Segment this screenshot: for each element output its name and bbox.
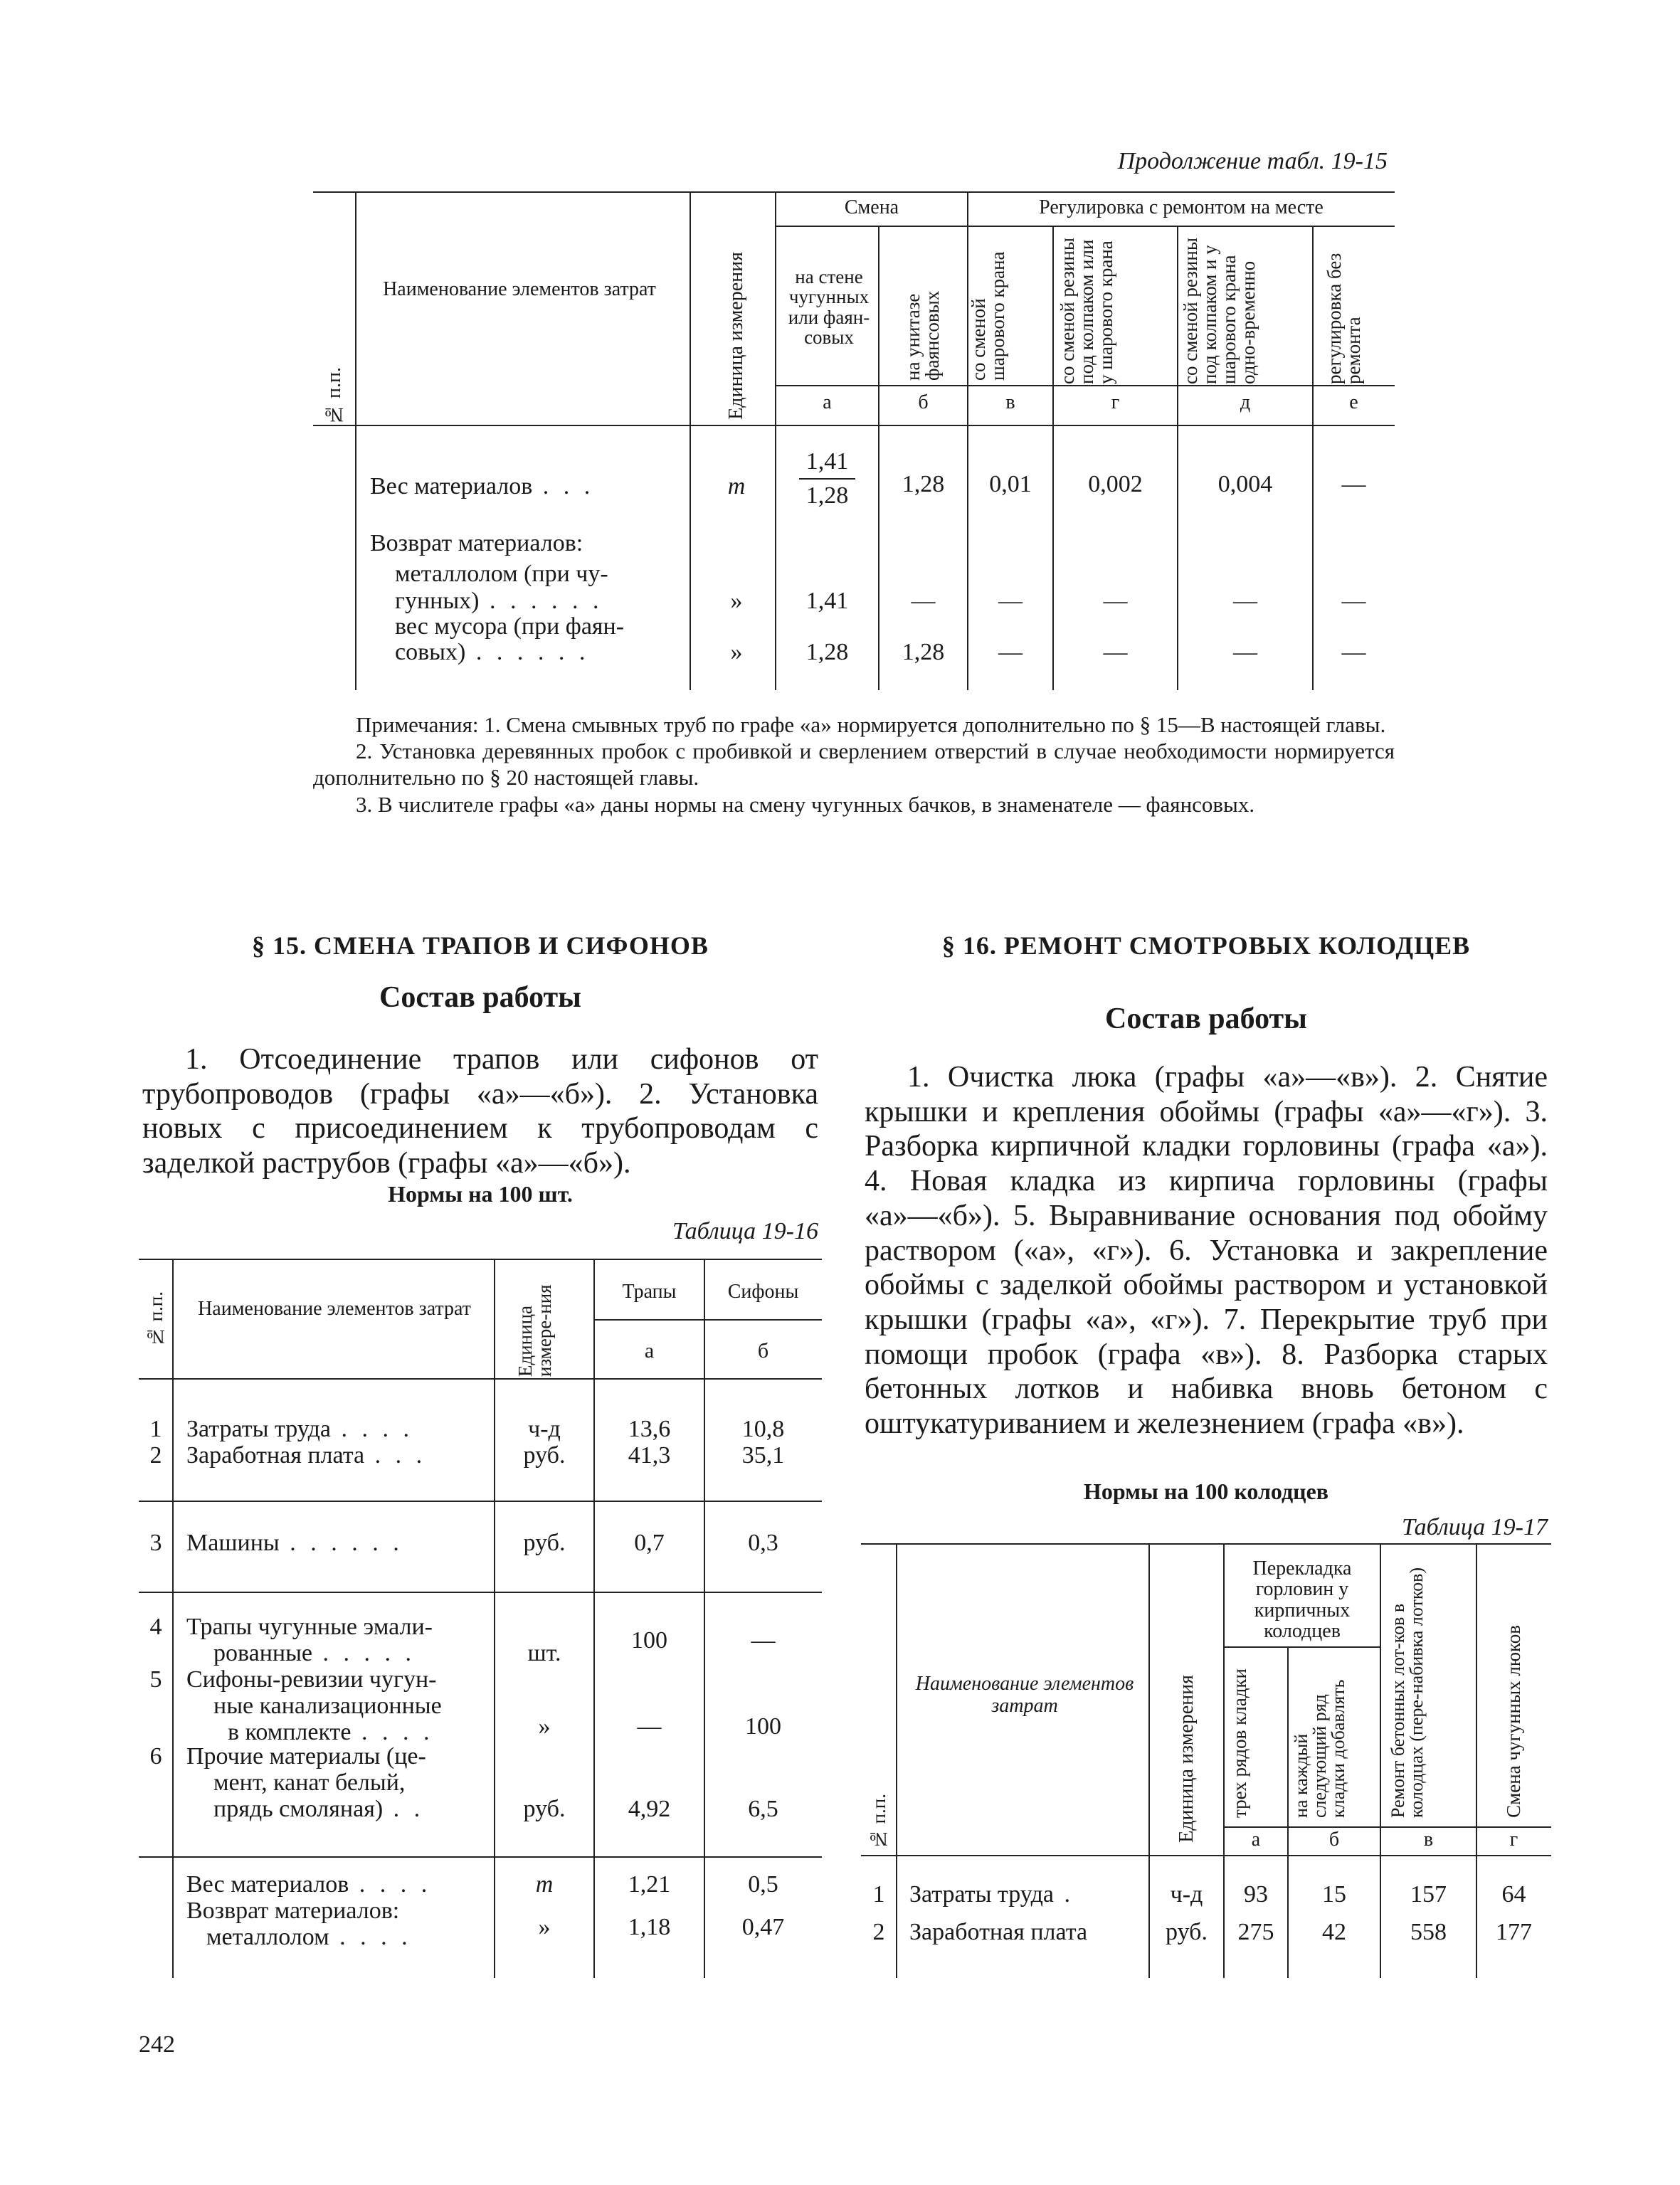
section-16-subtitle: Состав работы <box>1105 1002 1307 1035</box>
t15-group-regulirovka: Регулировка с ремонтом на месте <box>1039 196 1324 218</box>
t16-col-siphons: Сифоны <box>727 1281 799 1303</box>
t16-r1-label: Затраты труда . . . . <box>186 1416 414 1442</box>
t16-r4-unit: шт. <box>527 1640 561 1666</box>
t17-r1-b: 15 <box>1322 1881 1346 1908</box>
section-15-text: 1. Отсоединение трапов или сифонов от трубопроводов (графы «а»—«б»). 2. Установка новых с присоединением к трубопроводам с заделкой раструбов (графы «а»—«б»). <box>142 1043 818 1180</box>
table-19-15-caption: Продолжение табл. 19-15 <box>1117 148 1388 174</box>
t15-row1-d: 0,004 <box>1217 471 1273 497</box>
t16-r9-label: металлолом . . . . <box>206 1924 412 1950</box>
section-16-title: § 16. РЕМОНТ СМОТРОВЫХ КОЛОДЦЕВ <box>941 931 1471 960</box>
t16-r4-a: 100 <box>631 1627 667 1654</box>
t15-row4-v: — <box>998 639 1023 665</box>
t15-letter-d: д <box>1240 391 1251 413</box>
t15-row1-a-den: 1,28 <box>805 482 849 509</box>
t15-row3-unit: » <box>730 588 743 614</box>
t15-sub-v: со сменой шарового крана <box>968 251 1008 381</box>
t16-r3-a: 0,7 <box>634 1530 665 1556</box>
t15-letter-a: а <box>823 391 832 413</box>
page-number: 242 <box>139 2031 175 2058</box>
t16-r5-label1: Сифоны-ревизии чугун- <box>186 1666 437 1693</box>
t15-sub-d: со сменой резины под колпаком и у шарового крана одно-временно <box>1179 238 1259 384</box>
t15-row1-a-num: 1,41 <box>799 448 856 480</box>
t16-r9-b: 0,47 <box>741 1914 785 1940</box>
t17-col-g: Смена чугунных люков <box>1502 1625 1524 1818</box>
t17-r1-v: 157 <box>1410 1881 1447 1908</box>
t15-row2-label: Возврат материалов: <box>370 530 583 556</box>
t16-r5-label2: ные канализационные <box>213 1693 442 1719</box>
t15-row3-a: 1,41 <box>805 588 849 614</box>
t17-r1-unit: ч-д <box>1170 1881 1203 1908</box>
t16-r6-label1: Прочие материалы (це- <box>186 1743 426 1769</box>
t16-r2-b: 35,1 <box>741 1442 785 1469</box>
t15-row1-unit: т <box>727 473 746 499</box>
table-19-15-notes <box>313 711 1395 818</box>
t16-r2-unit: руб. <box>523 1442 566 1469</box>
t16-r2-label: Заработная плата . . . <box>186 1442 427 1469</box>
table-19-17-caption: Таблица 19-17 <box>1402 1514 1548 1540</box>
section-16-text: 1. Очистка люка (графы «а»—«в»). 2. Снятие крышки и крепления обоймы (графы «а»—«г»). 3. Разборка кирпичной кладки горловины (графа «а»). 4. Новая кладка из кирпича горловины (графы «а»—«б»). 5. Выравнивание основания под обойму раствором («а», «г»). 6. Установка и закрепление обоймы с заделкой обоймы раствором и установкой крышки (графы «а», «г»). 7. Перекрытие труб при помощи пробок (графа «в»). 8. Разборка старых бетонных лотков и набивка вновь бетоном с оштукатуриванием и железнением (графа «в»). <box>865 1061 1548 1441</box>
t16-col-unit: Единица измере-ния <box>514 1284 555 1377</box>
t15-row1-b: 1,28 <box>902 471 945 497</box>
t16-letter-a: а <box>644 1339 655 1363</box>
t15-sub-e: регулировка без ремонта <box>1324 253 1364 384</box>
t15-row3-b: — <box>911 588 936 614</box>
section-15-subtitle: Состав работы <box>379 981 581 1014</box>
t15-row3-e: — <box>1341 588 1366 614</box>
t16-r7-label: Вес материалов . . . . <box>186 1871 432 1898</box>
t15-row4-e: — <box>1341 639 1366 665</box>
t15-row4-d: — <box>1233 639 1257 665</box>
t16-r3-label: Машины . . . . . . <box>186 1530 403 1556</box>
t16-r1-no: 1 <box>149 1416 162 1442</box>
t16-r9-a: 1,18 <box>628 1914 671 1940</box>
t15-row3-label1: металлолом (при чу- <box>395 561 608 587</box>
note-1: Примечания: 1. Смена смывных труб по графе «а» нормируется дополнительно по § 15—В настоящей главы. <box>356 712 1386 737</box>
t15-sub-b: на унитазе фаянсовых <box>902 290 943 381</box>
t16-r1-b: 10,8 <box>741 1416 785 1442</box>
t15-letter-e: е <box>1349 391 1358 413</box>
t15-row1-e: — <box>1341 471 1366 497</box>
t16-r6-a: 4,92 <box>628 1796 671 1822</box>
t17-group: Перекладка горловин у кирпичных колодцев <box>1252 1557 1352 1643</box>
t16-col-name: Наименование элементов затрат <box>198 1298 471 1320</box>
note-3: 3. В числителе графы «а» даны нормы на смену чугунных бачков, в знаменателе — фаянсовых. <box>356 791 1255 817</box>
t17-r1-label: Затраты труда . <box>909 1881 1075 1908</box>
t17-r1-g: 64 <box>1501 1881 1526 1908</box>
t17-col-name: Наименование элементов затрат <box>915 1673 1134 1717</box>
t17-r2-label: Заработная плата <box>909 1919 1088 1945</box>
section-15-title: § 15. СМЕНА ТРАПОВ И СИФОНОВ <box>252 931 709 960</box>
t16-r7-a: 1,21 <box>628 1871 671 1898</box>
t17-r2-b: 42 <box>1322 1919 1346 1945</box>
t16-r8-label: Возврат материалов: <box>186 1898 400 1924</box>
t16-r5-no: 5 <box>149 1666 162 1693</box>
t15-sub-a: на стене чугунных или фаян-совых <box>788 266 870 349</box>
t17-r2-v: 558 <box>1410 1919 1447 1945</box>
t15-row3-v: — <box>998 588 1023 614</box>
t17-r2-g: 177 <box>1496 1919 1532 1945</box>
table-19-16-caption: Таблица 19-16 <box>672 1218 818 1244</box>
t17-sub-a: трех рядов кладки <box>1229 1668 1250 1818</box>
t15-col-unit: Единица измерения <box>725 252 747 420</box>
t16-col-no: № п.п. <box>144 1291 167 1348</box>
t16-r6-unit: руб. <box>523 1796 566 1822</box>
t16-r4-b: — <box>751 1627 776 1654</box>
t15-row4-g: — <box>1103 639 1128 665</box>
section-16-norms: Нормы на 100 колодцев <box>1083 1478 1329 1504</box>
t16-r6-label2: мент, канат белый, <box>213 1769 406 1796</box>
t17-letter-b: б <box>1328 1829 1340 1851</box>
t15-group-smena: Смена <box>844 196 899 218</box>
t17-col-unit: Единица измерения <box>1175 1675 1198 1843</box>
t17-r2-no: 2 <box>872 1919 885 1945</box>
t17-r1-a: 93 <box>1244 1881 1268 1908</box>
t15-col-name: Наименование элементов затрат <box>383 278 656 300</box>
t17-r1-no: 1 <box>872 1881 885 1908</box>
t16-r5-label3: в комплекте . . . . <box>228 1719 434 1745</box>
t15-row4-a: 1,28 <box>805 639 849 665</box>
t15-row4-b: 1,28 <box>902 639 945 665</box>
note-2: 2. Установка деревянных пробок с пробивкой и сверлением отверстий в случае необходимости нормируется дополнительно по § 20 настоящей главы. <box>313 739 1395 790</box>
t16-r7-b: 0,5 <box>748 1871 778 1898</box>
t15-letter-v: в <box>1005 391 1015 413</box>
t16-r5-a: — <box>637 1713 662 1740</box>
t16-r2-no: 2 <box>149 1442 162 1469</box>
t15-sub-g: со сменой резины под колпаком или у шарового крана <box>1057 238 1116 384</box>
t16-r1-a: 13,6 <box>628 1416 671 1442</box>
t15-row4-label1: вес мусора (при фаян- <box>395 613 625 640</box>
t15-row4-label2: совых) . . . . . . <box>395 639 590 665</box>
t16-r3-b: 0,3 <box>748 1530 778 1556</box>
t16-r9-unit: » <box>538 1914 551 1940</box>
t16-r4-label2: рованные . . . . . <box>213 1640 416 1666</box>
t16-r7-unit: т <box>535 1871 554 1898</box>
t16-r5-b: 100 <box>745 1713 781 1740</box>
t17-letter-v: в <box>1423 1829 1434 1851</box>
t15-row3-label2: гунных) . . . . . . <box>395 588 603 614</box>
t16-r2-a: 41,3 <box>628 1442 671 1469</box>
t16-r4-label1: Трапы чугунные эмали- <box>186 1614 433 1640</box>
t17-letter-g: г <box>1509 1829 1518 1851</box>
t17-r2-a: 275 <box>1237 1919 1274 1945</box>
t15-row4-unit: » <box>730 639 743 665</box>
t16-r6-b: 6,5 <box>748 1796 778 1822</box>
t17-col-v: Ремонт бетонных лот-ков в колодцах (пере-набивка лотков) <box>1388 1567 1427 1818</box>
t15-letter-b: б <box>918 391 929 413</box>
t15-row1-v: 0,01 <box>989 471 1032 497</box>
t16-r1-unit: ч-д <box>528 1416 561 1442</box>
t15-letter-g: г <box>1111 391 1120 413</box>
t15-row1-g: 0,002 <box>1088 471 1143 497</box>
t16-r4-no: 4 <box>149 1614 162 1640</box>
t17-r2-unit: руб. <box>1166 1919 1208 1945</box>
t17-sub-b: на каждый следующий ряд кладки добавлять <box>1291 1679 1348 1818</box>
section-15-norms: Нормы на 100 шт. <box>388 1181 573 1207</box>
t15-col-no: № п.п. <box>323 367 345 425</box>
t16-letter-b: б <box>757 1339 769 1363</box>
t16-col-traps: Трапы <box>622 1281 677 1303</box>
t16-r6-no: 6 <box>149 1743 162 1769</box>
t16-r3-no: 3 <box>149 1530 162 1556</box>
t17-col-no: № п.п. <box>867 1793 889 1850</box>
t15-row3-d: — <box>1233 588 1257 614</box>
t16-r5-unit: » <box>538 1713 551 1740</box>
t15-row3-g: — <box>1103 588 1128 614</box>
t16-r3-unit: руб. <box>523 1530 566 1556</box>
t15-row1-label: Вес материалов . . . <box>370 473 595 499</box>
t16-r6-label3: прядь смоляная) . . <box>213 1796 425 1822</box>
t15-row1-a <box>776 448 879 509</box>
t17-letter-a: а <box>1251 1829 1261 1851</box>
